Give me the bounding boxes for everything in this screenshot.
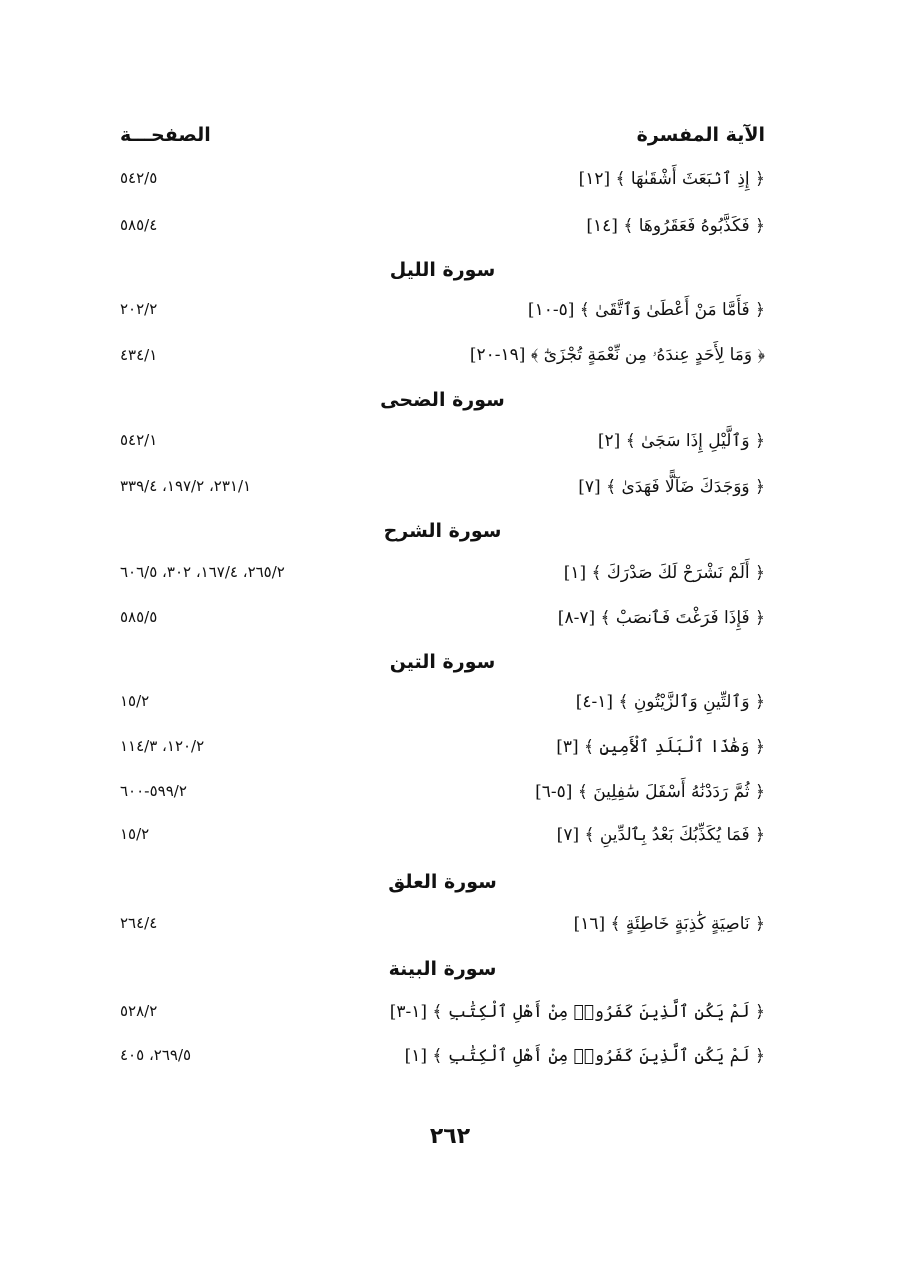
surah-heading: سورة الليل <box>389 259 496 281</box>
index-entry-row <box>120 335 765 375</box>
page-references: ٥٩٩/٢-٦٠٠ <box>120 782 187 800</box>
index-entry-row <box>120 466 765 506</box>
surah-heading: سورة العلق <box>388 871 497 893</box>
verse-text: ﴿ فَأَمَّا مَنْ أَعْطَىٰ وَٱتَّقَىٰ ﴾ [٥-١٠] <box>527 299 765 320</box>
index-entry-row <box>120 814 765 854</box>
index-entry-row <box>120 681 765 721</box>
verse-column-header: الآية المفسرة <box>636 124 765 146</box>
verse-text: ﴿ فَكَذَّبُوهُ فَعَقَرُوهَا ﴾ [١٤] <box>586 215 765 236</box>
surah-heading: سورة البينة <box>388 958 497 980</box>
verse-text: ﴿ وَٱلَّيْلِ إِذَا سَجَىٰ ﴾ [٢] <box>597 430 765 451</box>
index-entry-row <box>120 1035 765 1075</box>
index-entry-row <box>120 726 765 766</box>
index-entry-row <box>120 991 765 1031</box>
page-references: ٥٢٨/٢ <box>120 1002 158 1020</box>
index-entry-row <box>120 289 765 329</box>
verse-text: ﴿ وَمَا لِأَحَدٍ عِندَهُۥ مِن نِّعْمَةٍ تُجْزَىٰٓ ﴾ [١٩-٢٠] <box>469 345 765 365</box>
verse-text: ﴿ لَمْ يَكُنِ ٱلَّذِينَ كَفَرُوا۟ مِنْ أَهْلِ ٱلْكِتَٰبِ ﴾ [١] <box>404 1045 765 1066</box>
index-entry-row <box>120 158 765 198</box>
page-references: ١٥/٢ <box>120 692 150 710</box>
index-entry-row <box>120 903 765 943</box>
verse-text: ﴿ إِذِ ٱنۢبَعَثَ أَشْقَىٰهَا ﴾ [١٢] <box>578 168 765 189</box>
verse-text: ﴿ أَلَمْ نَشْرَحْ لَكَ صَدْرَكَ ﴾ [١] <box>563 562 765 583</box>
page-references: ٥٨٥/٥ <box>120 608 158 626</box>
verse-text: ﴿ ثُمَّ رَدَدْنَٰهُ أَسْفَلَ سَٰفِلِينَ ﴾ [٥-٦] <box>535 781 765 802</box>
page-references: ٤٣٤/١ <box>120 346 158 364</box>
page-references: ٢٣١/١، ١٩٧/٢، ٣٣٩/٤ <box>120 477 252 495</box>
page-references: ٥٨٥/٤ <box>120 216 158 234</box>
index-entry-row <box>120 205 765 245</box>
verse-text: ﴿ فَمَا يُكَذِّبُكَ بَعْدُ بِٱلدِّينِ ﴾ [٧] <box>556 824 765 845</box>
verse-text: ﴿ وَهَٰذَا ٱلْبَلَدِ ٱلْأَمِينِ ﴾ [٣] <box>556 736 765 757</box>
verse-text: ﴿ فَإِذَا فَرَغْتَ فَٱنصَبْ ﴾ [٧-٨] <box>557 607 765 628</box>
page-references: ٢٦٥/٢، ١٦٧/٤، ٣٠٢، ٦٠٦/٥ <box>120 563 285 581</box>
page-references: ٢٠٢/٢ <box>120 300 158 318</box>
verse-text: ﴿ وَوَجَدَكَ ضَآلًّا فَهَدَىٰ ﴾ [٧] <box>578 476 765 497</box>
page-references: ٥٤٢/١ <box>120 431 158 449</box>
surah-heading: سورة الضحى <box>380 389 505 411</box>
verse-text: ﴿ لَمْ يَكُنِ ٱلَّذِينَ كَفَرُوا۟ مِنْ أَهْلِ ٱلْكِتَٰبِ ﴾ [١-٣] <box>389 1001 765 1022</box>
page-references: ١٢٠/٢، ١١٤/٣ <box>120 737 205 755</box>
index-entry-row <box>120 552 765 592</box>
surah-heading: سورة التين <box>389 651 496 673</box>
verse-text: ﴿ وَٱلتِّينِ وَٱلزَّيْتُونِ ﴾ [١-٤] <box>575 691 765 712</box>
verse-text: ﴿ نَاصِيَةٍ كَٰذِبَةٍ خَاطِئَةٍ ﴾ [١٦] <box>573 913 765 934</box>
table-header <box>120 120 765 150</box>
index-entry-row <box>120 597 765 637</box>
page-references: ٢٦٩/٥، ٤٠٥ <box>120 1046 192 1064</box>
page-references: ١٥/٢ <box>120 825 150 843</box>
page-column-header: الصفحـــة <box>120 124 211 146</box>
surah-heading: سورة الشرح <box>383 520 502 542</box>
page-references: ٥٤٢/٥ <box>120 169 158 187</box>
index-entry-row <box>120 420 765 460</box>
page-references: ٢٦٤/٤ <box>120 914 158 932</box>
page-number: ٢٦٢ <box>429 1124 471 1149</box>
index-entry-row <box>120 771 765 811</box>
